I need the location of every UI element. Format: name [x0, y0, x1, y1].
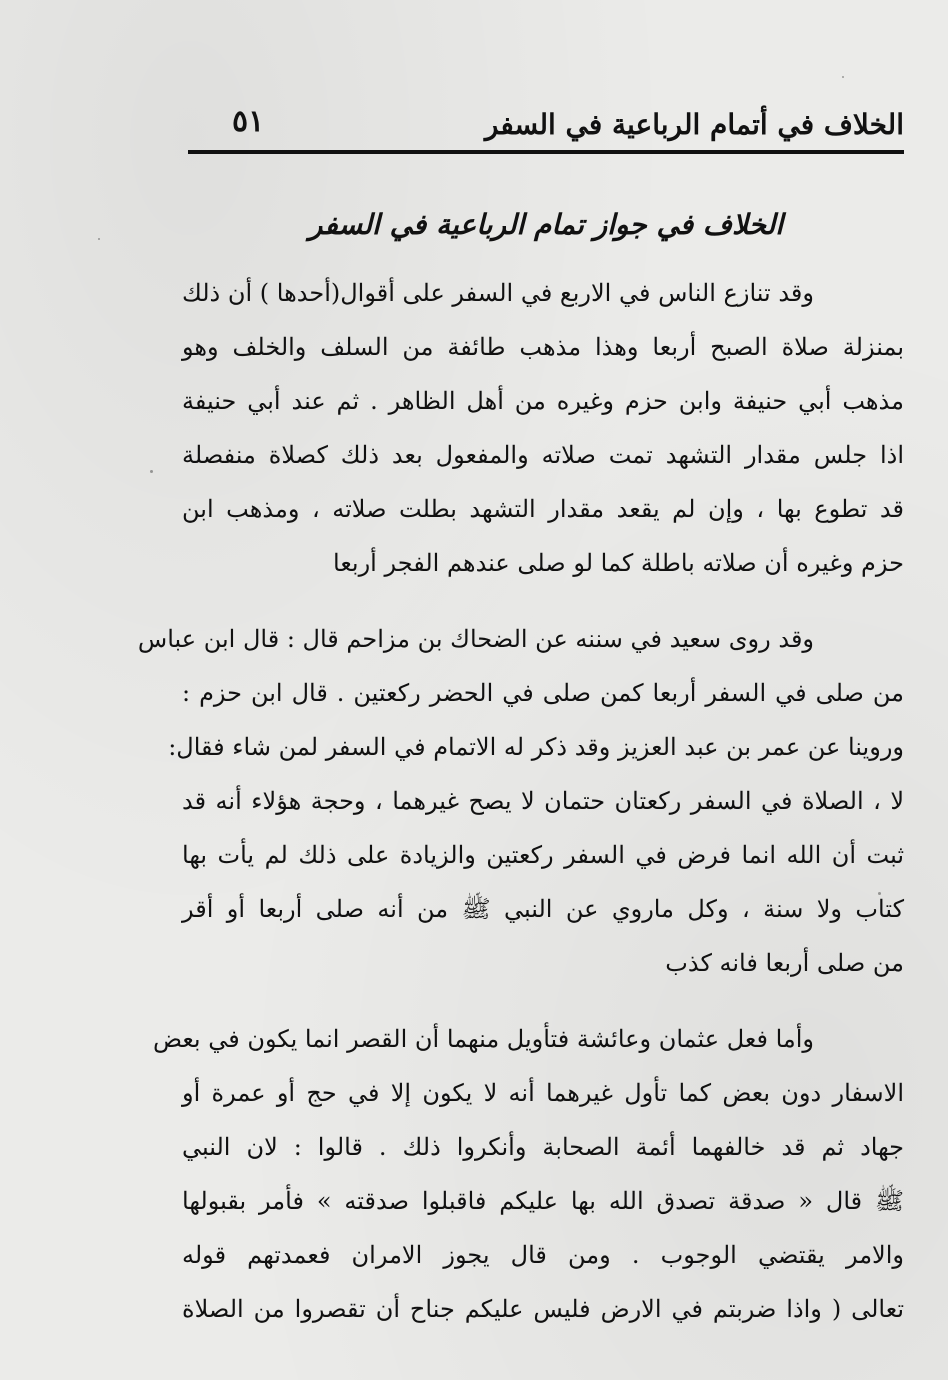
- paragraph-1: [182, 266, 904, 590]
- text-line: ﷺ قال « صدقة تصدق الله بها عليكم فاقبلوا صدقته » فأمر بقبولها: [182, 1187, 904, 1215]
- paragraph-3: [152, 1012, 904, 1336]
- text-line: لا ، الصلاة في السفر ركعتان حتمان لا يصح غيرهما ، وحجة هؤلاء أنه قد: [182, 787, 904, 815]
- text-line: الاسفار دون بعض كما تأول غيرهما أنه لا يكون إلا في حج أو عمرة أو: [182, 1079, 904, 1107]
- text-line: بمنزلة صلاة الصبح أربعا وهذا مذهب طائفة من السلف والخلف وهو: [182, 333, 904, 361]
- body-text: [137, 266, 904, 1358]
- section-heading: الخلاف في جواز تمام الرباعية في السفر: [308, 208, 784, 241]
- page-number: ٥١: [232, 104, 265, 139]
- text-line: ثبت أن الله انما فرض في السفر ركعتين والزيادة على ذلك لم يأت بها: [182, 841, 904, 869]
- running-header: [188, 102, 904, 150]
- text-line: وقد تنازع الناس في الاربع في السفر على أقوال(أحدها ) أن ذلك: [182, 279, 814, 307]
- scan-speck: [150, 470, 153, 473]
- scan-speck: [842, 76, 844, 78]
- scan-speck: [98, 238, 100, 240]
- text-line: حزم وغيره أن صلاته باطلة كما لو صلى عندهم الفجر أربعا: [333, 549, 904, 577]
- text-line: تعالى ( واذا ضربتم في الارض فليس عليكم جناح أن تقصروا من الصلاة: [182, 1295, 904, 1323]
- text-line: من صلى في السفر أربعا كمن صلى في الحضر ركعتين . قال ابن حزم :: [182, 679, 904, 707]
- text-line: كتاب ولا سنة ، وكل ماروي عن النبي ﷺ من أنه صلى أربعا أو أقر: [182, 895, 904, 923]
- scan-speck: [878, 892, 881, 895]
- text-line: وروينا عن عمر بن عبد العزيز وقد ذكر له الاتمام في السفر لمن شاء فقال:: [168, 733, 904, 761]
- running-header-title: الخلاف في أتمام الرباعية في السفر: [484, 108, 904, 141]
- text-line: قد تطوع بها ، وإن لم يقعد مقدار التشهد بطلت صلاته ، ومذهب ابن: [182, 495, 904, 523]
- text-line: مذهب أبي حنيفة وابن حزم وغيره من أهل الظاهر . ثم عند أبي حنيفة: [182, 387, 904, 415]
- text-line: من صلى أربعا فانه كذب: [665, 949, 904, 977]
- text-line: وقد روى سعيد في سننه عن الضحاك بن مزاحم قال : قال ابن عباس: [137, 625, 814, 653]
- text-line: وأما فعل عثمان وعائشة فتأويل منهما أن القصر انما يكون في بعض: [152, 1025, 814, 1053]
- paragraph-2: [137, 612, 904, 990]
- text-line: والامر يقتضي الوجوب . ومن قال يجوز الامران فعمدتهم قوله: [182, 1241, 904, 1269]
- header-rule: [188, 150, 904, 154]
- text-line: جهاد ثم قد خالفهما أئمة الصحابة وأنكروا ذلك . قالوا : لان النبي: [182, 1133, 904, 1161]
- text-line: اذا جلس مقدار التشهد تمت صلاته والمفعول بعد ذلك كصلاة منفصلة: [182, 441, 904, 469]
